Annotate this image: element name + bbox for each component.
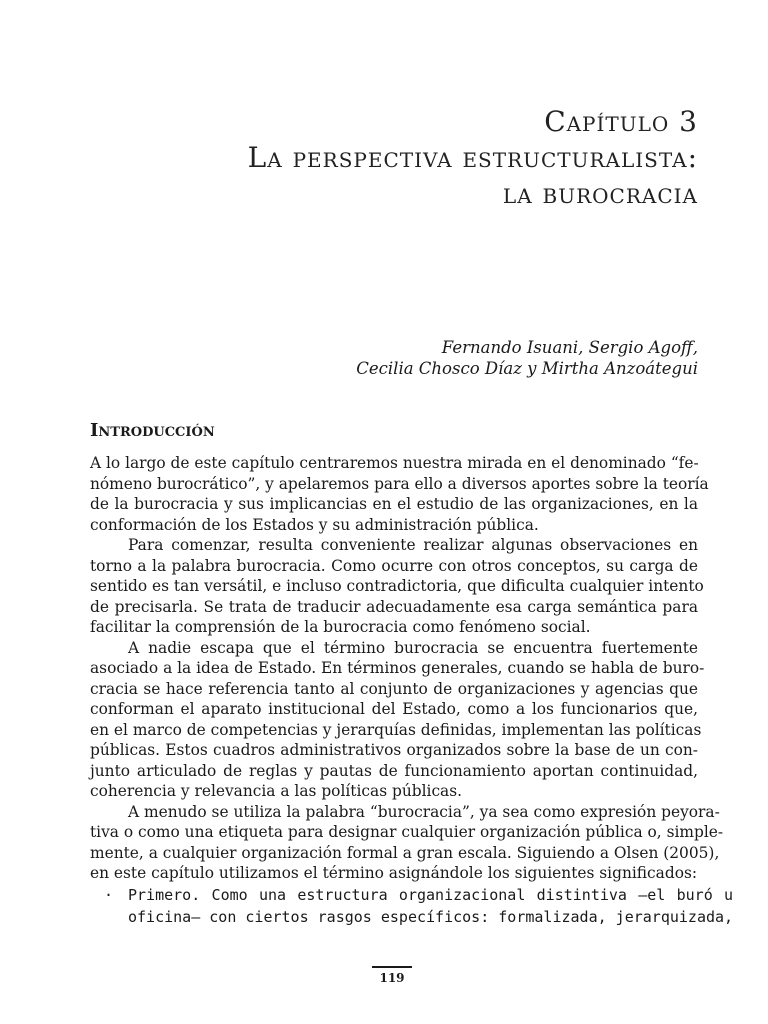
body-line: conforman el aparato institucional del Estado, como a los funcionarios que, (90, 700, 698, 718)
bullet-line-1: Primero. Como una estructura organizacional distintiva –el buró u (128, 886, 734, 904)
authors-block (356, 337, 698, 379)
list-item (104, 884, 734, 928)
bullet-line-2: oficina– con ciertos rasgos específicos: formalizada, jerarquizada, (128, 908, 734, 926)
body-line: nómeno burocrático”, y apelaremos para ello a diversos aportes sobre la teoría (90, 474, 709, 493)
chapter-number: Capítulo 3 (544, 105, 698, 138)
authors-line-1: Fernando Isuani, Sergio Agoff, (441, 338, 698, 357)
body-line: A lo largo de este capítulo centraremos nuestra mirada en el denominado “fe- (90, 454, 699, 472)
authors-line-2: Cecilia Chosco Díaz y Mirtha Anzoátegui (356, 359, 698, 378)
body-line: A nadie escapa que el término burocracia se encuentra fuertemente (128, 638, 698, 657)
body-line: A menudo se utiliza la palabra “burocracia”, ya sea como expresión peyora- (128, 802, 720, 821)
chapter-title-line-1: La perspectiva estructuralista: (247, 141, 698, 174)
body-text (90, 453, 724, 884)
chapter-title-line-2: la burocracia (502, 177, 698, 210)
body-line: tiva o como una etiqueta para designar cualquier organización pública o, simple- (90, 823, 724, 841)
body-line: facilitar la comprensión de la burocracia como fenómeno social. (90, 618, 591, 636)
body-line: públicas. Estos cuadros administrativos organizados sobre la base de un con- (90, 741, 698, 759)
body-line: de precisarla. Se trata de traducir adecuadamente esa carga semántica para (90, 597, 698, 616)
chapter-heading (248, 104, 698, 212)
body-line: de la burocracia y sus implicancias en el estudio de las organizaciones, en la (90, 495, 698, 513)
body-line: coherencia y relevancia a las políticas públicas. (90, 782, 463, 800)
body-line: junto articulado de reglas y pautas de funcionamiento aportan continuidad, (90, 761, 698, 780)
body-line: en el marco de competencias y jerarquías definidas, implementan las políticas (90, 720, 702, 739)
body-line: Para comenzar, resulta conveniente realizar algunas observaciones en (128, 536, 698, 554)
body-line: sentido es tan versátil, e incluso contradictoria, que dificulta cualquier intento (90, 577, 704, 595)
bullet-dot-icon: · (104, 886, 114, 904)
body-line: asociado a la idea de Estado. En términos generales, cuando se habla de buro- (90, 659, 705, 677)
body-line: torno a la palabra burocracia. Como ocurre con otros conceptos, su carga de (90, 556, 698, 575)
body-line: cracia se hace referencia tanto al conjunto de organizaciones y agencias que (90, 679, 698, 698)
page-number: 119 (372, 966, 412, 986)
body-line: mente, a cualquier organización formal a gran escala. Siguiendo a Olsen (2005), (90, 843, 720, 862)
body-line: en este capítulo utilizamos el término asignándole los siguientes significados: (90, 864, 698, 882)
body-line: conformación de los Estados y su administración pública. (90, 515, 539, 534)
bullet-list (104, 884, 734, 928)
section-heading: Introducción (90, 420, 215, 441)
